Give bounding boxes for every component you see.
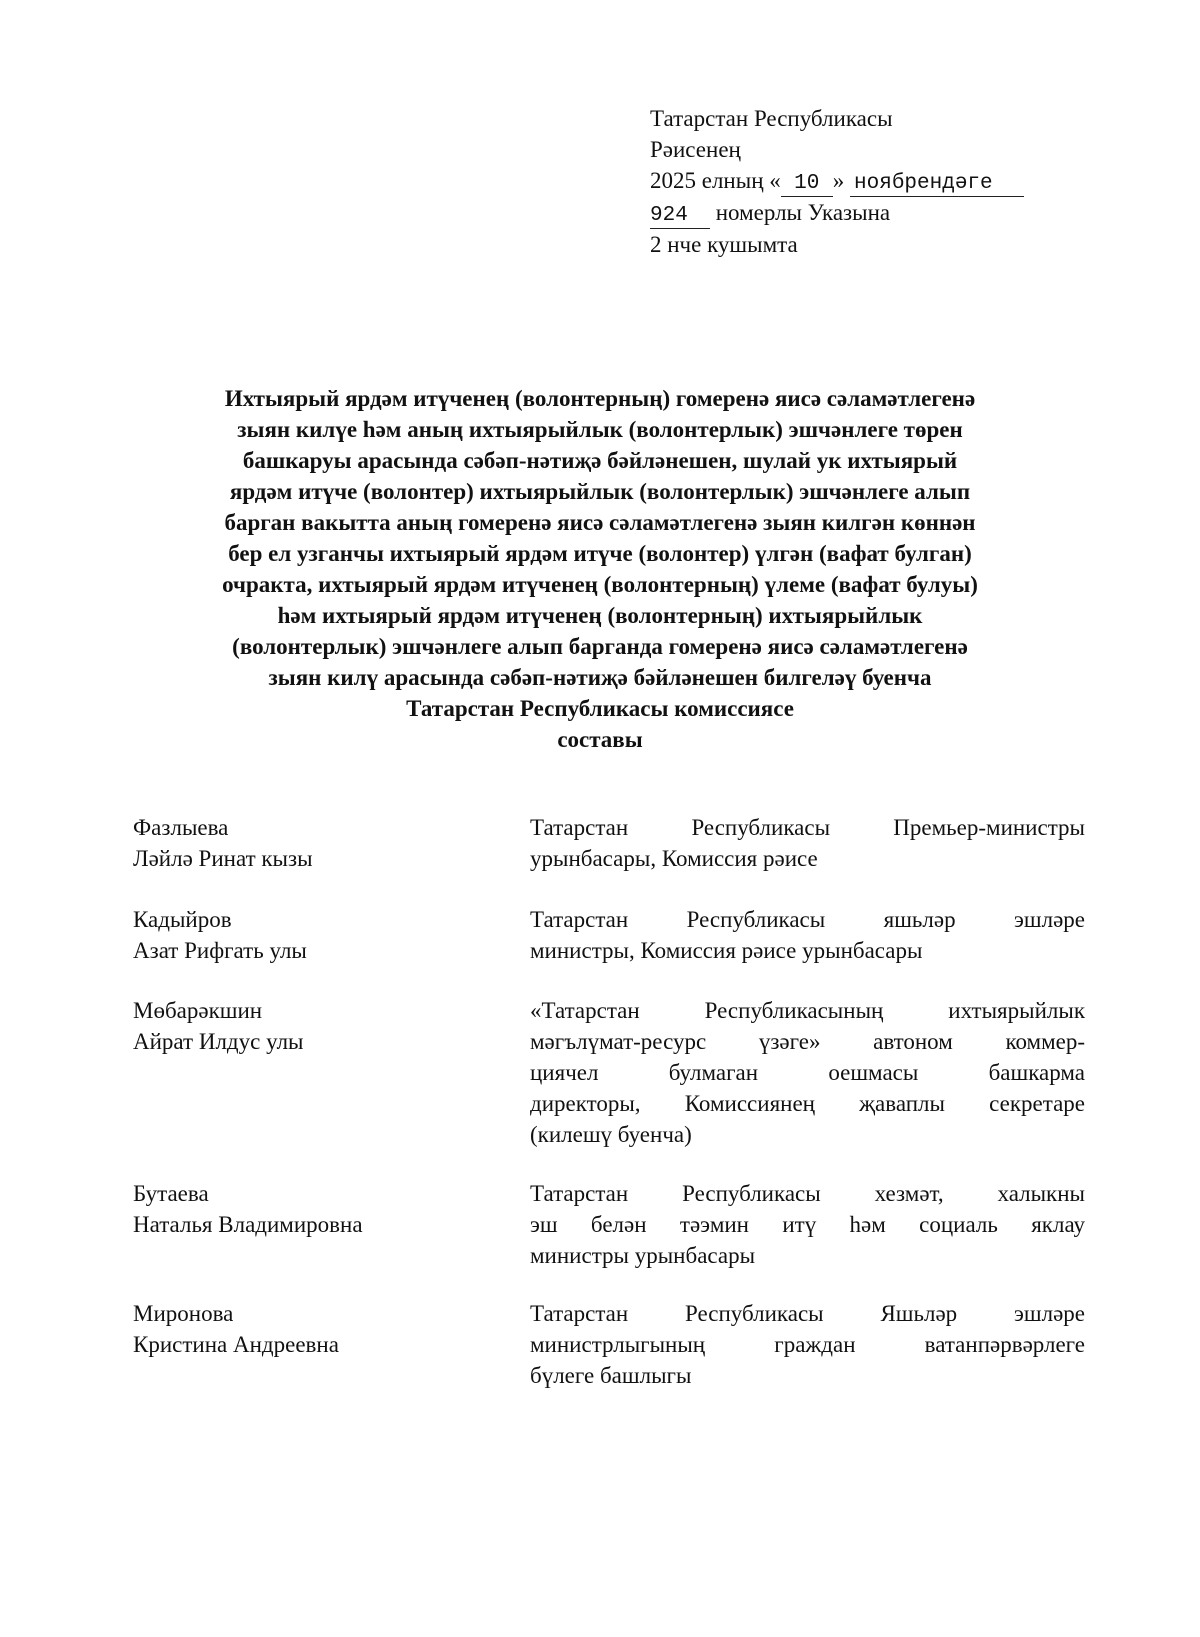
appendix-date-day: 10 [781, 172, 833, 197]
member-position [530, 904, 1085, 966]
title-line: Ихтыярый ярдәм итүченең (волонтерның) гомеренә яисә сәламәтлегенә [224, 386, 976, 411]
appendix-date-prefix: 2025 елның « [650, 168, 781, 193]
appendix-header [650, 103, 1110, 260]
position-line: Татарстан Республикасы яшьләр эшләре [530, 907, 1085, 932]
member-position [530, 995, 1085, 1150]
title-line: ярдәм итүче (волонтер) ихтыярыйлык (волонтерлык) эшчәнлеге алып [229, 479, 971, 504]
appendix-decree-suffix: номерлы Указына [715, 200, 891, 225]
member-given-name: Наталья Владимировна [133, 1212, 363, 1237]
position-line: Татарстан Республикасы Премьер-министры [530, 815, 1085, 840]
member-surname: Фазлыева [133, 815, 229, 840]
appendix-decree-number: 924 [650, 204, 710, 229]
position-line: «Татарстан Республикасының ихтыярыйлык [530, 998, 1085, 1023]
member-surname: Миронова [133, 1301, 234, 1326]
member-name [133, 812, 513, 874]
member-position [530, 1178, 1085, 1271]
position-line: Татарстан Республикасы Яшьләр эшләре [530, 1301, 1085, 1326]
title-line: зыян килүе һәм аның ихтыярыйлык (волонтерлык) эшчәнлеге төрен [237, 417, 963, 442]
appendix-line-2: Рәисенең [650, 137, 741, 162]
member-surname: Бутаева [133, 1181, 209, 1206]
position-line: директоры, Комиссиянең җаваплы секретаре [530, 1091, 1085, 1116]
appendix-line-5: 2 нче кушымта [650, 232, 798, 257]
position-line: министры урынбасары [530, 1243, 756, 1268]
appendix-line-1: Татарстан Республикасы [650, 106, 893, 131]
position-line: урынбасары, Комиссия рәисе [530, 846, 818, 871]
appendix-line-3 [650, 165, 1110, 197]
appendix-date-month: ноябрендәге [850, 172, 1024, 197]
title-line: барган вакытта аның гомеренә яисә сәламәтлегенә зыян килгән көннән [224, 510, 976, 535]
position-line: циячел булмаган оешмасы башкарма [530, 1060, 1085, 1085]
title-line: һәм ихтыярый ярдәм итүченең (волонтерның) ихтыярыйлык [277, 603, 923, 628]
title-line: (волонтерлык) эшчәнлеге алып барганда гомеренә яисә сәламәтлегенә [232, 634, 968, 659]
member-name [133, 904, 513, 966]
member-name [133, 1298, 513, 1360]
title-line: зыян килү арасында сәбәп-нәтиҗә бәйләнешен билгеләү буенча [268, 665, 932, 690]
member-name [133, 995, 513, 1057]
member-given-name: Айрат Илдус улы [133, 1029, 304, 1054]
title-line: составы [557, 727, 643, 752]
member-given-name: Азат Рифгать улы [133, 938, 307, 963]
member-name [133, 1178, 513, 1240]
member-given-name: Ләйлә Ринат кызы [133, 846, 313, 871]
appendix-line-4 [650, 197, 1110, 229]
position-line: (килешү буенча) [530, 1122, 692, 1147]
position-line: бүлеге башлыгы [530, 1363, 692, 1388]
title-line: бер ел узганчы ихтыярый ярдәм итүче (волонтер) үлгән (вафат булган) [228, 541, 972, 566]
position-line: министры, Комиссия рәисе урынбасары [530, 938, 923, 963]
title-line: Татарстан Республикасы комиссиясе [406, 696, 794, 721]
position-line: Татарстан Республикасы хезмәт, халыкны [530, 1181, 1085, 1206]
position-line: эш белән тәэмин итү һәм социаль яклау [530, 1212, 1085, 1237]
title-line: очракта, ихтыярый ярдәм итүченең (волонтерның) үлеме (вафат булуы) [222, 572, 978, 597]
appendix-date-mid: » [832, 168, 845, 193]
member-surname: Мөбарәкшин [133, 998, 263, 1023]
title-line: башкаруы арасында сәбәп-нәтиҗә бәйләнешен, шулай ук ихтыярый [242, 448, 958, 473]
member-given-name: Кристина Андреевна [133, 1332, 339, 1357]
member-position [530, 812, 1085, 874]
position-line: мәгълүмат-ресурс үзәге» автоном коммер- [530, 1029, 1085, 1054]
position-line: министрлыгының граждан ватанпәрвәрлеге [530, 1332, 1085, 1357]
member-position [530, 1298, 1085, 1391]
document-title [120, 383, 1080, 755]
member-surname: Кадыйров [133, 907, 232, 932]
